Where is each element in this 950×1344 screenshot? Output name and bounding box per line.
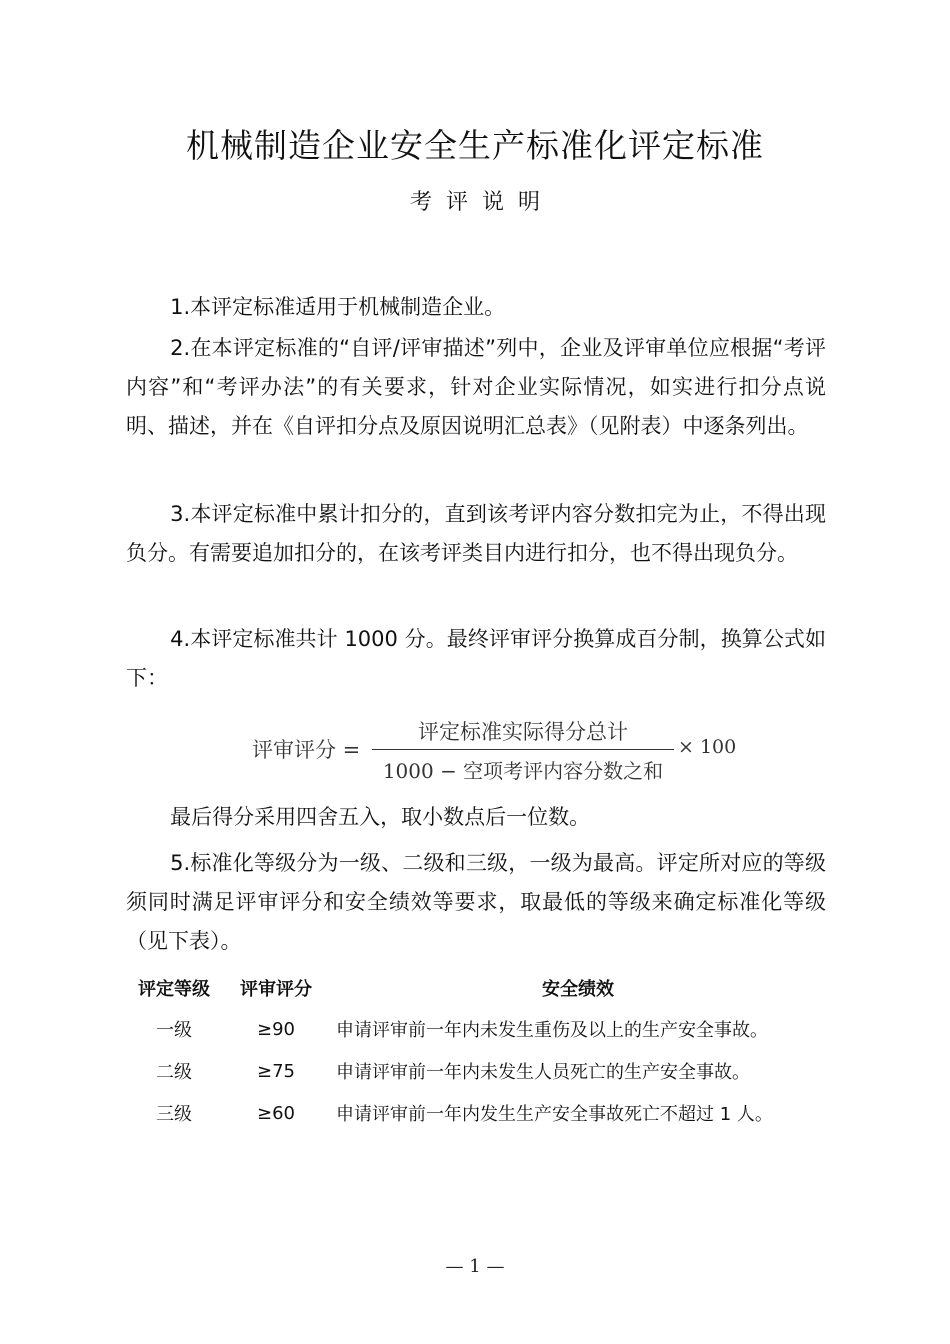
- cell-review-score: ≥90: [257, 1018, 295, 1040]
- subtitle-text: 考评说明: [409, 190, 554, 215]
- cell-review-score: ≥60: [257, 1102, 295, 1124]
- cell-grade-level: 一级: [156, 1020, 192, 1041]
- table-header-row: [126, 968, 826, 1008]
- cell-safety-performance: 申请评审前一年内未发生重伤及以上的生产安全事故。: [336, 1020, 768, 1041]
- paragraph-2: [126, 329, 826, 446]
- paragraph-3-text: 3.本评定标准中累计扣分的，直到该考评内容分数扣完为止，不得出现负分。有需要追加扣分的，在该考评类目内进行扣分，也不得出现负分。: [126, 502, 826, 565]
- table-row: [126, 1050, 826, 1092]
- formula-denominator: 1000 − 空项考评内容分数之和: [382, 759, 664, 783]
- grade-table: [126, 968, 826, 1134]
- table-row: [126, 1008, 826, 1050]
- paragraph-5: [126, 798, 826, 837]
- table-row: [126, 1092, 826, 1134]
- score-formula: [248, 716, 748, 786]
- paragraph-4-text: 4.本评定标准共计 1000 分。最终评审评分换算成百分制，换算公式如下：: [126, 627, 826, 690]
- cell-grade-level: 二级: [156, 1062, 192, 1083]
- paragraph-1-text: 1.本评定标准适用于机械制造企业。: [170, 295, 506, 319]
- cell-review-score: ≥75: [257, 1060, 295, 1082]
- page-number: — 1 —: [445, 1256, 505, 1277]
- formula-fraction-bar: [372, 749, 674, 750]
- paragraph-5-text: 最后得分采用四舍五入，取小数点后一位数。: [170, 805, 591, 829]
- formula-lhs: 评审评分 =: [252, 738, 361, 762]
- cell-safety-performance: 申请评审前一年内未发生人员死亡的生产安全事故。: [336, 1062, 750, 1083]
- paragraph-2-text: 2.在本评定标准的“自评/评审描述”列中，企业及评审单位应根据“考评内容”和“考评办法”的有关要求，针对企业实际情况，如实进行扣分点说明、描述，并在《自评扣分点及原因说明汇总表》（见附表）中逐条列出。: [126, 336, 826, 438]
- header-safety-performance: 安全绩效: [542, 979, 614, 1000]
- document-title: 机械制造企业安全生产标准化评定标准: [186, 126, 764, 165]
- header-grade-level: 评定等级: [138, 979, 210, 1000]
- paragraph-3: [126, 495, 826, 573]
- cell-safety-performance: 申请评审前一年内发生生产安全事故死亡不超过 1 人。: [336, 1104, 773, 1125]
- paragraph-6: [126, 844, 826, 961]
- cell-grade-level: 三级: [156, 1104, 192, 1125]
- paragraph-6-text: 5.标准化等级分为一级、二级和三级，一级为最高。评定所对应的等级须同时满足评审评分和安全绩效等要求，取最低的等级来确定标准化等级（见下表）。: [126, 851, 826, 953]
- formula-multiplier: × 100: [678, 736, 737, 758]
- document-subtitle: [0, 188, 950, 218]
- formula-numerator: 评定标准实际得分总计: [418, 720, 628, 744]
- paragraph-1: [126, 288, 826, 327]
- header-review-score: 评审评分: [240, 979, 312, 1000]
- paragraph-4: [126, 620, 826, 698]
